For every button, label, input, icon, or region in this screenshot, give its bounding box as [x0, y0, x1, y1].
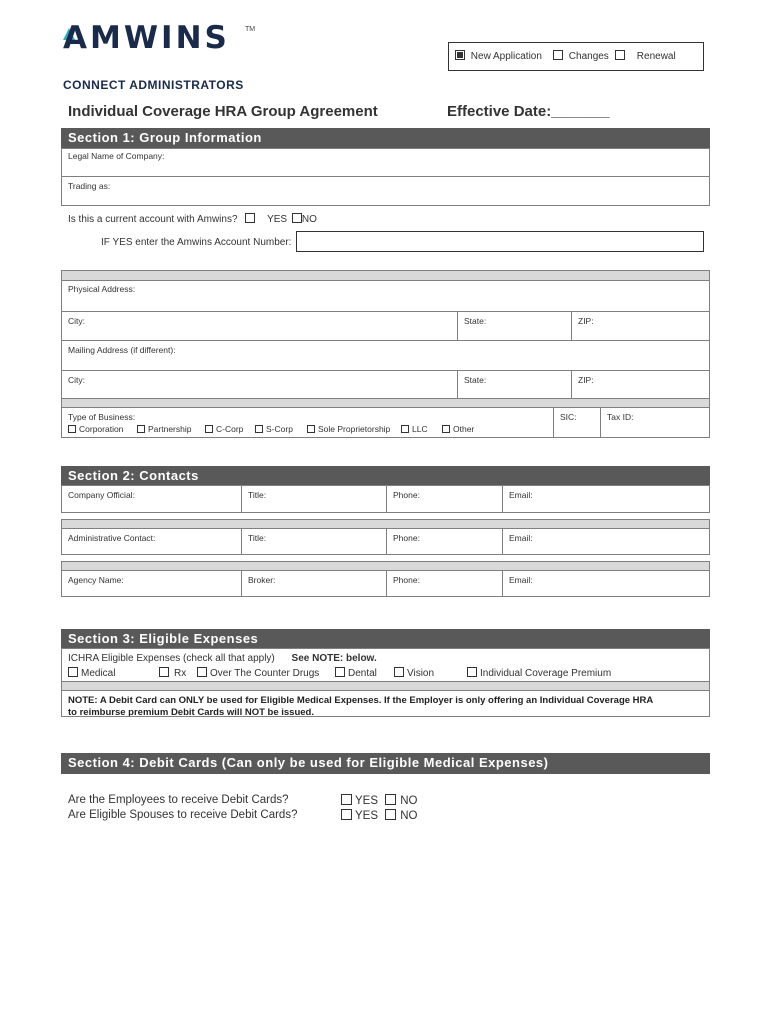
- note-line-2: to reimburse premium Debit Cards will NOT be issued.: [68, 707, 314, 717]
- corporation-label: Corporation: [79, 424, 124, 434]
- administrative-phone-label: Phone:: [393, 533, 420, 543]
- company-official-phone-label: Phone:: [393, 490, 420, 500]
- administrative-title-label: Title:: [248, 533, 267, 543]
- otc-drugs-checkbox[interactable]: [197, 667, 207, 677]
- spouses-yes-label: YES: [355, 810, 379, 822]
- partnership-label: Partnership: [148, 424, 192, 434]
- employees-yes-label: YES: [355, 795, 379, 807]
- individual-coverage-premium-label: Individual Coverage Premium: [480, 668, 612, 679]
- subbrand: CONNECT ADMINISTRATORS: [63, 78, 244, 92]
- company-official-email-label: Email:: [509, 490, 533, 500]
- current-account-question: Is this a current account with Amwins?: [68, 214, 238, 225]
- llc-label: LLC: [412, 424, 428, 434]
- sole-proprietorship-label: Sole Proprietorship: [318, 424, 391, 434]
- individual-coverage-premium-checkbox[interactable]: [467, 667, 477, 677]
- changes-label: Changes: [568, 51, 609, 62]
- type-of-business-label: Type of Business:: [68, 412, 136, 422]
- mailing-city-row: [61, 370, 710, 399]
- legal-name-label: Legal Name of Company:: [68, 151, 165, 161]
- other-label: Other: [453, 424, 475, 434]
- changes-checkbox[interactable]: [553, 50, 563, 60]
- vision-checkbox[interactable]: [394, 667, 404, 677]
- trading-as-label: Trading as:: [68, 181, 111, 191]
- contact-row-company-official: [61, 485, 710, 513]
- section3-header: Section 3: Eligible Expenses: [61, 629, 710, 649]
- current-account-no-checkbox[interactable]: [292, 213, 302, 223]
- agency-email-label: Email:: [509, 575, 533, 585]
- s-corp-label: S-Corp: [266, 424, 293, 434]
- document-title: Individual Coverage HRA Group Agreement: [68, 103, 378, 120]
- spouses-no-checkbox[interactable]: [385, 809, 396, 820]
- s-corp-checkbox[interactable]: [255, 425, 263, 433]
- current-account-yes-label: YES: [267, 214, 288, 225]
- sole-proprietorship-checkbox[interactable]: [307, 425, 315, 433]
- dental-label: Dental: [348, 668, 377, 679]
- account-number-label: IF YES enter the Amwins Account Number:: [101, 237, 292, 248]
- employees-yes-checkbox[interactable]: [341, 794, 352, 805]
- application-type-box: [448, 42, 704, 71]
- see-note-label: See NOTE: below.: [291, 653, 377, 664]
- spouses-yes-checkbox[interactable]: [341, 809, 352, 820]
- state-label: State:: [464, 316, 487, 326]
- section4-header: Section 4: Debit Cards (Can only be used for Eligible Medical Expenses): [61, 753, 710, 774]
- new-application-checkbox[interactable]: [455, 50, 465, 60]
- company-official-label: Company Official:: [68, 490, 135, 500]
- note-line-1: NOTE: A Debit Card can ONLY be used for Eligible Medical Expenses. If the Employer is only offering an Individual Coverage HRA: [68, 695, 654, 706]
- city-label: City:: [68, 316, 85, 326]
- business-type-row: [61, 407, 710, 438]
- logo-text: AMWINS: [63, 20, 230, 56]
- employees-debit-question: Are the Employees to receive Debit Cards?: [68, 794, 289, 806]
- logo-trademark: TM: [245, 26, 256, 33]
- agency-phone-label: Phone:: [393, 575, 420, 585]
- account-number-input[interactable]: [296, 231, 704, 252]
- renewal-checkbox[interactable]: [615, 50, 625, 60]
- section1-header: Section 1: Group Information: [61, 128, 710, 148]
- employees-no-label: NO: [400, 795, 418, 807]
- mailing-zip-label: ZIP:: [578, 375, 594, 385]
- legal-name-field[interactable]: [61, 148, 710, 177]
- new-application-label: New Application: [470, 51, 542, 62]
- contact-row-administrative: [61, 528, 710, 555]
- note-box: [61, 690, 710, 717]
- c-corp-checkbox[interactable]: [205, 425, 213, 433]
- physical-address-field[interactable]: [61, 280, 710, 312]
- current-account-yes-checkbox[interactable]: [245, 213, 255, 223]
- renewal-label: Renewal: [636, 51, 676, 62]
- broker-label: Broker:: [248, 575, 276, 585]
- physical-city-row: [61, 311, 710, 341]
- otc-drugs-label: Over The Counter Drugs: [210, 668, 320, 679]
- administrative-contact-label: Administrative Contact:: [68, 533, 156, 543]
- current-account-no-label: NO: [301, 214, 317, 225]
- mailing-state-label: State:: [464, 375, 487, 385]
- sic-label: SIC:: [560, 412, 577, 422]
- partnership-checkbox[interactable]: [137, 425, 145, 433]
- mailing-city-label: City:: [68, 375, 85, 385]
- medical-label: Medical: [81, 668, 116, 679]
- effective-date-label[interactable]: Effective Date:_______: [447, 103, 610, 120]
- physical-address-label: Physical Address:: [68, 284, 136, 294]
- eligible-expenses-intro: ICHRA Eligible Expenses (check all that apply): [68, 653, 275, 664]
- zip-label: ZIP:: [578, 316, 594, 326]
- section2-header: Section 2: Contacts: [61, 466, 710, 486]
- trading-as-field[interactable]: [61, 176, 710, 206]
- contact-row-agency: [61, 570, 710, 597]
- agency-name-label: Agency Name:: [68, 575, 124, 585]
- mailing-address-label: Mailing Address (if different):: [68, 345, 176, 355]
- spouses-debit-question: Are Eligible Spouses to receive Debit Cards?: [68, 809, 298, 821]
- tax-id-label: Tax ID:: [607, 412, 634, 422]
- administrative-email-label: Email:: [509, 533, 533, 543]
- company-official-title-label: Title:: [248, 490, 267, 500]
- other-checkbox[interactable]: [442, 425, 450, 433]
- c-corp-label: C-Corp: [216, 424, 244, 434]
- medical-checkbox[interactable]: [68, 667, 78, 677]
- mailing-address-field[interactable]: [61, 340, 710, 371]
- vision-label: Vision: [407, 668, 435, 679]
- corporation-checkbox[interactable]: [68, 425, 76, 433]
- rx-checkbox[interactable]: [159, 667, 169, 677]
- dental-checkbox[interactable]: [335, 667, 345, 677]
- employees-no-checkbox[interactable]: [385, 794, 396, 805]
- spouses-no-label: NO: [400, 810, 418, 822]
- eligible-expenses-box: [61, 648, 710, 682]
- rx-label: Rx: [174, 668, 187, 679]
- llc-checkbox[interactable]: [401, 425, 409, 433]
